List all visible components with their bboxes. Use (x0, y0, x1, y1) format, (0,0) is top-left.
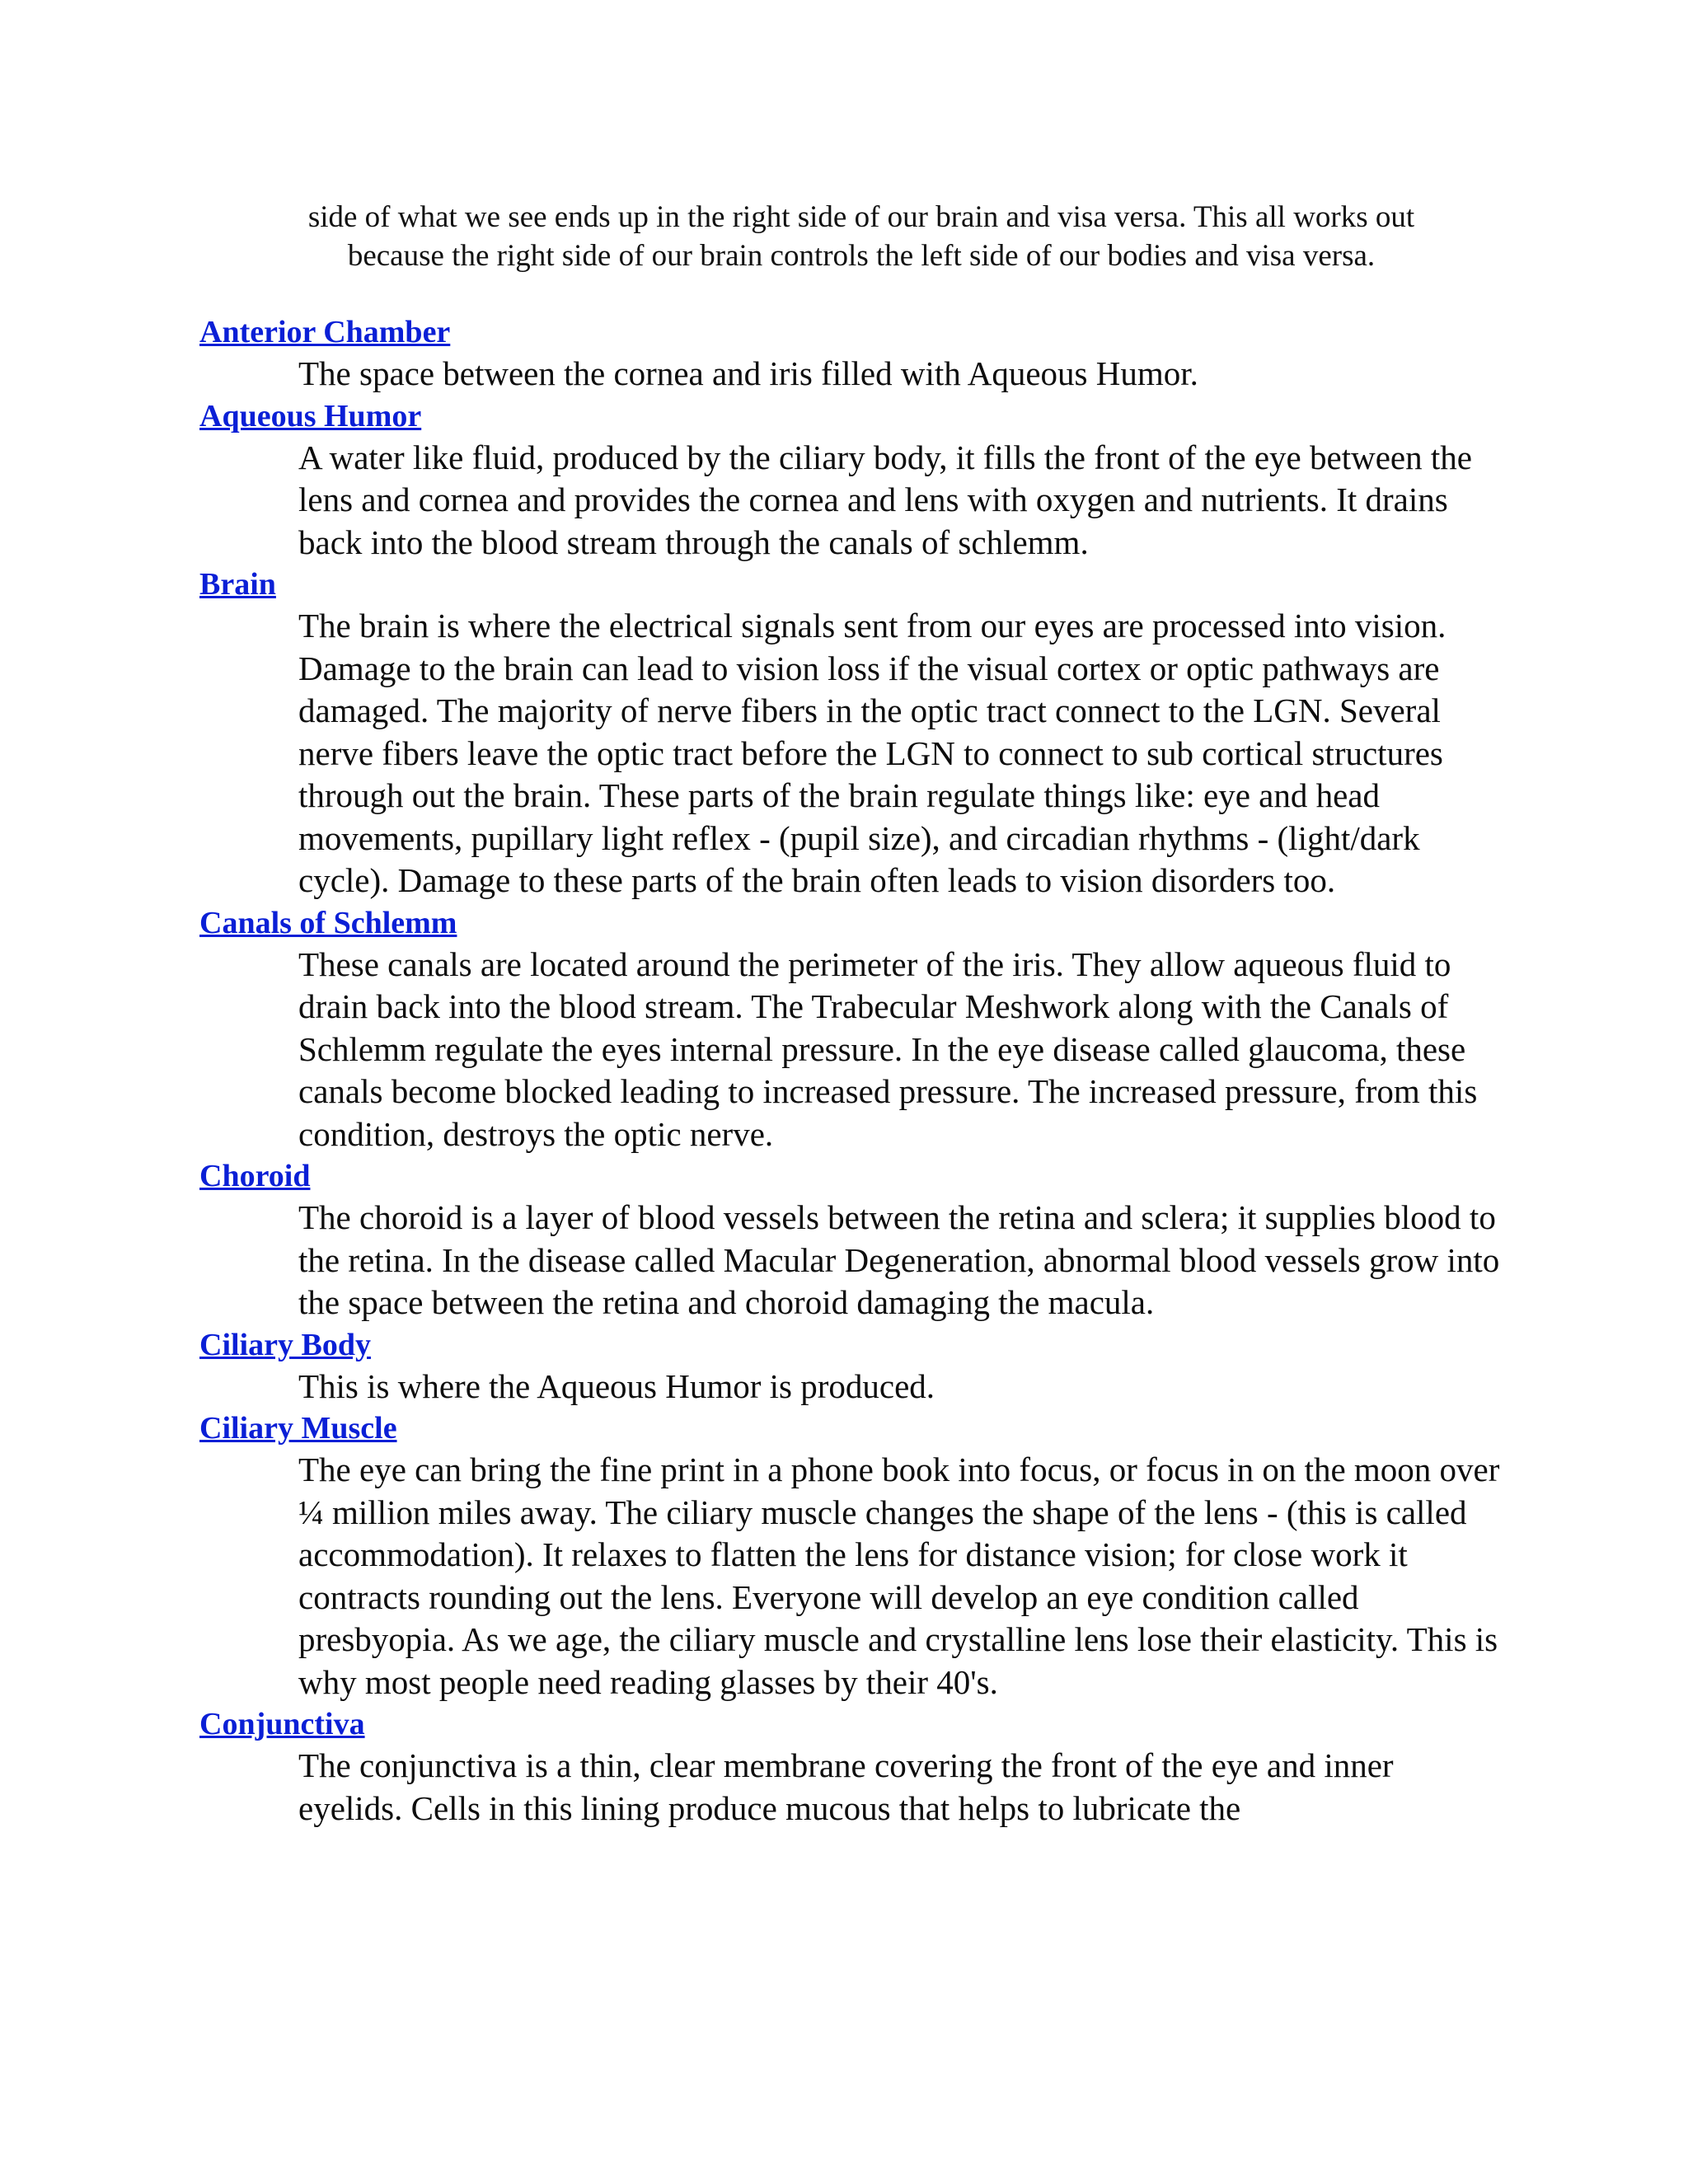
term-link-conjunctiva[interactable]: Conjunctiva (199, 1707, 365, 1741)
glossary-entry-ciliary-muscle (199, 1408, 1502, 1704)
glossary-entry-brain (199, 564, 1502, 902)
definition-choroid: The choroid is a layer of blood vessels between the retina and sclera; it supplies blood to the retina. In the disease called Macular Degeneration, abnormal blood vessels grow into the space between the retina and choroid damaging the macula. (298, 1198, 1500, 1321)
definition-conjunctiva: The conjunctiva is a thin, clear membrane covering the front of the eye and inner eyelids. Cells in this lining produce mucous that helps to lubricate the (298, 1746, 1394, 1827)
glossary-entry-ciliary-body (199, 1324, 1502, 1408)
intro-paragraph (198, 198, 1525, 275)
term-link-anterior-chamber[interactable]: Anterior Chamber (199, 315, 451, 349)
glossary-entry-conjunctiva (199, 1704, 1502, 1830)
definition-ciliary-body: This is where the Aqueous Humor is produced. (298, 1366, 935, 1405)
glossary-list (199, 312, 1502, 1830)
intro-line-2: because the right side of our brain controls the left side of our bodies and visa versa. (347, 239, 1376, 273)
definition-canals-of-schlemm: These canals are located around the perimeter of the iris. They allow aqueous fluid to drain back into the blood stream. The Trabecular Meshwork along with the Canals of Schlemm regulate the eyes internal pressure. In the eye disease called glaucoma, these canals become blocked leading to increased pressure. The increased pressure, from this condition, destroys the optic nerve. (298, 944, 1478, 1153)
term-link-brain[interactable]: Brain (199, 567, 276, 602)
term-link-ciliary-body[interactable]: Ciliary Body (199, 1327, 371, 1362)
definition-ciliary-muscle: The eye can bring the fine print in a phone book into focus, or focus in on the moon over ¼ million miles away. The ciliary muscle changes the shape of the lens - (this is called accommodation). It relaxes to flatten the lens for distance vision; for close work it contracts rounding out the lens. Everyone will develop an eye condition called presbyopia. As we age, the ciliary muscle and crystalline lens lose their elasticity. This is why most people need reading glasses by their 40's. (298, 1451, 1500, 1701)
term-link-ciliary-muscle[interactable]: Ciliary Muscle (199, 1411, 397, 1446)
definition-brain: The brain is where the electrical signals sent from our eyes are processed into vision. Damage to the brain can lead to vision loss if the visual cortex or optic pathways are damaged. The majority of nerve fibers in the optic tract connect to the LGN. Several nerve fibers leave the optic tract before the LGN to connect to sub cortical structures through out the brain. These parts of the brain regulate things like: eye and head movements, pupillary light reflex - (pupil size), and circadian rhythms - (light/dark cycle). Damage to these parts of the brain often leads to vision disorders too. (298, 607, 1447, 899)
glossary-entry-choroid (199, 1155, 1502, 1324)
glossary-entry-anterior-chamber (199, 312, 1502, 396)
glossary-entry-aqueous-humor (199, 396, 1502, 565)
definition-anterior-chamber: The space between the cornea and iris filled with Aqueous Humor. (298, 354, 1198, 392)
intro-line-1: side of what we see ends up in the right side of our brain and visa versa. This all works out (307, 200, 1415, 234)
definition-aqueous-humor: A water like fluid, produced by the ciliary body, it fills the front of the eye between the lens and cornea and provides the cornea and lens with oxygen and nutrients. It drains back into the blood stream through the canals of schlemm. (298, 438, 1472, 561)
term-link-aqueous-humor[interactable]: Aqueous Humor (199, 398, 422, 434)
term-link-canals-of-schlemm[interactable]: Canals of Schlemm (199, 905, 457, 940)
glossary-entry-canals-of-schlemm (199, 902, 1502, 1156)
term-link-choroid[interactable]: Choroid (199, 1159, 311, 1193)
